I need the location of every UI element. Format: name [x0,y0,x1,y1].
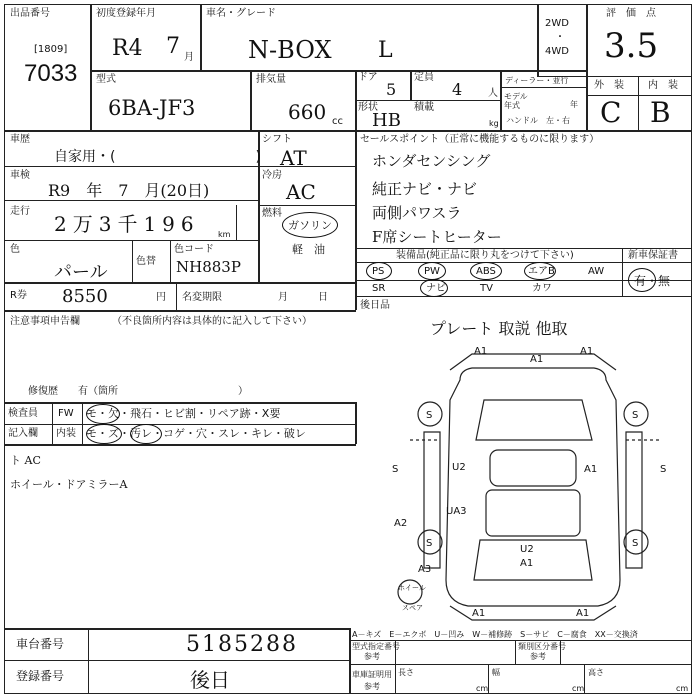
rust-rl: S [426,538,433,549]
usage-label: 車歴 [10,134,30,145]
fw-text: モ・欠・飛石・ヒビ割・リペア跡・X要 [86,407,281,420]
recycle-unit: 円 [156,292,166,303]
recycle-label: R券 [10,290,27,301]
first-reg-year: R4 [112,36,143,61]
reg-value: 後日 [190,668,230,692]
equip-tv: TV [480,283,493,294]
sales-line-4: F席シートヒーター [372,228,502,246]
height-cm: cm [676,684,689,693]
equip-sr: SR [372,283,386,294]
equip-leather: カワ [532,283,552,294]
mileage-value: 2万3千196 [54,212,200,236]
car-name: N-BOX [248,36,332,64]
handwritten-note-1: ト AC [10,454,41,467]
month-unit: 月 [184,52,194,63]
fuel-label: 燃料 [262,208,282,219]
fuel-gas: ガソリン [288,219,332,232]
lot-label: 出品番号 [10,8,50,19]
mark-left-door: UA3 [446,506,467,517]
warranty-circle [628,268,656,292]
width-label: 幅 [492,668,500,677]
capacity-label: 定員 [414,72,434,83]
equip-title: 装備品(純正品に限り丸をつけて下さい) [396,250,574,261]
car-name-label: 車名・グレード [206,8,276,19]
mark-rear-left: A3 [418,564,432,575]
color-code: NH883P [176,258,241,276]
equip-ps: PS [372,266,385,277]
repair-history: 修復歴 有（箇所 ） [28,386,248,397]
load-label: 積載 [414,102,434,113]
mark-hood: U2 [452,462,466,473]
drive-4wd: 4WD [545,46,569,57]
score: 3.5 [604,26,659,66]
disp-label: 排気量 [256,74,286,85]
fuel-gas-circle [282,212,338,238]
mark-rear-u2: U2 [520,544,534,555]
rust-fl: S [426,410,433,421]
model-year-unit: 年 [570,100,578,109]
model-cert-sub: 参考 [364,652,380,661]
rust-side-l: S [392,464,399,475]
width-cm: cm [572,684,585,693]
displacement: 660 [288,100,327,124]
fuel-diesel: 軽 油 [292,243,325,256]
class-sub: 参考 [530,652,546,661]
height-label: 高さ [588,668,604,677]
mileage-unit: km [218,230,231,239]
equip-abs-circle [470,262,502,280]
mark-left-side: A2 [394,518,408,529]
model-label: 型式 [96,74,116,85]
lot-bracket: [1809] [34,44,68,55]
handle-label: ハンドル 左・右 [506,116,570,125]
name-change-label: 名変期限 [182,292,222,303]
car-cert-label: 車庫証明用 [352,670,392,679]
length-cm: cm [476,684,489,693]
equip-pw: PW [424,266,440,277]
shape-label: 形状 [358,102,378,113]
fw-mo-circle [86,404,120,424]
car-cert-sub: 参考 [364,682,380,691]
after-sale-label: 後日品 [360,300,390,311]
first-reg-label: 初度登録年月 [96,8,156,19]
inspector-label-2: 記入欄 [8,428,38,439]
shift-value: AT [280,146,307,170]
wheel-note: ホイール [398,584,426,592]
equip-pw-circle [418,262,446,280]
mark-rear-a1: A1 [520,558,534,569]
mark-front-1: A1 [474,346,488,357]
color-value: パール [54,262,108,283]
exterior-label: 外 装 [594,80,624,91]
drive-2wd: 2WD [545,18,569,29]
rust-rr: S [632,538,639,549]
inspection-value: R9 年 7 月(20日) [48,181,210,200]
mark-rear-left-a1: A1 [472,608,486,619]
dealer-label: ディーラー・並行 [505,76,569,85]
handwritten-note-2: ホイール・ドアミラーA [10,478,128,491]
shape: HB [372,110,401,131]
equip-ps-circle [366,262,392,280]
first-reg-month: 7 [166,34,180,59]
aircon-label: 冷房 [262,170,282,181]
chassis-label: 車台番号 [16,637,65,651]
sales-title: セールスポイント（正常に機能するものに限ります） [360,134,600,145]
load-unit: kg [489,119,499,128]
mark-right-side: A1 [584,464,598,475]
wheel-note-2: スペア [402,604,423,612]
mark-front-3: A1 [530,354,544,365]
score-label: 評 価 点 [606,8,656,19]
grade: L [378,38,393,63]
length-label: 長さ [398,668,414,677]
chassis-value: 5185288 [186,632,298,657]
aircon-value: AC [286,180,316,204]
sales-line-3: 両側パワスラ [372,204,462,222]
model-cert-label: 型式指定番号 [352,642,400,651]
mileage-label: 走行 [10,206,30,217]
lot-number: 7033 [24,60,78,87]
capacity: 4 [452,80,463,99]
int-dirt-circle [130,424,162,444]
equip-navi-circle [420,279,448,297]
car-diagram [380,340,690,625]
reg-label: 登録番号 [16,669,65,683]
color-label: 色 [10,244,20,255]
color-code-label: 色コード [174,244,214,255]
mark-front-2: A1 [580,346,594,357]
equip-airbag-circle [524,262,556,280]
equip-airbag: エアB [528,266,555,277]
after-sale-value: プレート 取説 他取 [430,319,568,338]
interior-short-label: 内装 [56,428,76,439]
model: 6BA-JF3 [108,96,196,120]
shift-label: シフト [262,134,292,145]
interior-text: モ・ズ・汚レ・コゲ・穴・スレ・キレ・破レ [86,427,306,440]
exterior-grade: C [600,96,622,129]
color-change-label: 色替 [136,256,156,267]
equip-navi: ナビ [426,283,446,294]
sales-line-1: ホンダセンシング [372,152,491,170]
sales-line-2: 純正ナビ・ナビ [372,180,478,198]
interior-label: 内 装 [648,80,678,91]
class-label: 類別区分番号 [518,642,566,651]
inspector-label-1: 検査員 [8,408,38,419]
doors: 5 [386,80,397,99]
notes-label: 注意事項申告欄 [10,316,80,327]
disp-unit: cc [332,116,343,127]
door-label: ドア [358,72,378,83]
equip-abs: ABS [476,266,496,277]
drive-dot: ・ [555,32,565,43]
name-change-value: 月 日 [278,292,328,303]
rust-side-r: S [660,464,667,475]
capacity-unit: 人 [488,88,498,99]
inspection-label: 車検 [10,170,30,181]
fw-label: FW [58,408,74,419]
diagram-legend: A－キズ E－エクボ U－凹み W－補修跡 S－サビ C－腐食 XX－交換済 [352,630,638,639]
recycle-amount: 8550 [62,286,108,307]
mark-rear-right-a1: A1 [576,608,590,619]
warranty-label: 新車保証書 [628,250,678,261]
equip-aw: AW [588,266,605,277]
int-mo-circle [86,424,122,444]
rust-fr: S [632,410,639,421]
model-year-label: モデル年式 [504,92,528,110]
notes-sub: （不良箇所内容は具体的に記入して下さい） [112,316,312,327]
warranty-value: 有・無 [634,274,671,288]
interior-grade: B [650,96,671,129]
usage: 自家用・( ) [54,149,261,165]
